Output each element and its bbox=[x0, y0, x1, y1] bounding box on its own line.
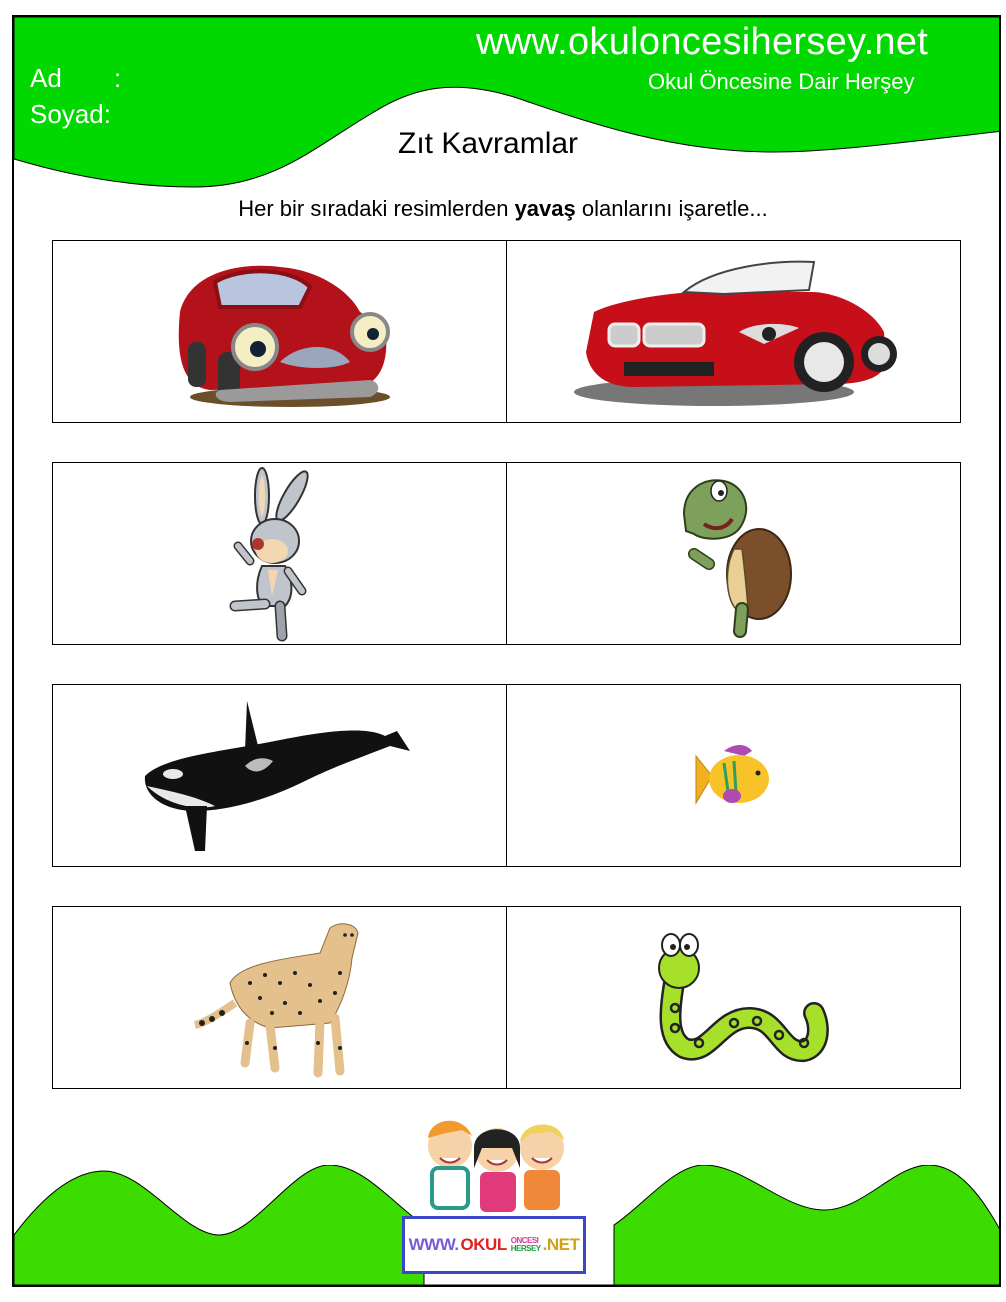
cheetah-icon bbox=[190, 913, 370, 1083]
picture-cell-fish[interactable] bbox=[506, 685, 960, 866]
picture-cell-orca[interactable] bbox=[53, 685, 506, 866]
children-illustration bbox=[402, 1108, 592, 1220]
worksheet-title: Zıt Kavramlar bbox=[398, 127, 579, 160]
name-label: Ad bbox=[30, 63, 62, 93]
sports-car-icon bbox=[564, 252, 904, 412]
instruction-after: olanlarını işaretle... bbox=[581, 196, 768, 221]
picture-row-1 bbox=[52, 240, 961, 423]
logo-text-hersey: HERSEY bbox=[510, 1244, 541, 1253]
logo-text-oncesi: ONCESI bbox=[510, 1236, 539, 1245]
logo-text-stack bbox=[511, 1237, 541, 1253]
logo-text-net: .NET bbox=[542, 1235, 580, 1254]
name-colon: : bbox=[114, 63, 122, 93]
rabbit-icon bbox=[210, 466, 350, 642]
logo-text-www: WWW. bbox=[408, 1235, 459, 1254]
surname-label: Soyad: bbox=[30, 99, 111, 129]
sad-old-car-icon bbox=[160, 252, 400, 412]
picture-row-3 bbox=[52, 684, 961, 867]
turtle-icon bbox=[664, 469, 804, 639]
site-logo bbox=[402, 1108, 592, 1268]
picture-cell-snake[interactable] bbox=[506, 907, 960, 1088]
instruction-text bbox=[0, 196, 1006, 222]
picture-cell-cheetah[interactable] bbox=[53, 907, 506, 1088]
picture-cell-rabbit[interactable] bbox=[53, 463, 506, 644]
picture-row-4 bbox=[52, 906, 961, 1089]
picture-cell-old-car[interactable] bbox=[53, 241, 506, 422]
picture-cell-turtle[interactable] bbox=[506, 463, 960, 644]
instruction-keyword: yavaş bbox=[514, 196, 576, 221]
logo-text-okul: OKUL bbox=[460, 1235, 507, 1254]
snake-icon bbox=[639, 923, 829, 1073]
logo-sign bbox=[402, 1216, 586, 1274]
fish-icon bbox=[694, 741, 774, 811]
site-url: www.okuloncesihersey.net bbox=[476, 21, 929, 63]
instruction-before: Her bir sıradaki resimlerden bbox=[238, 196, 509, 221]
picture-cell-sports-car[interactable] bbox=[506, 241, 960, 422]
picture-row-2 bbox=[52, 462, 961, 645]
site-tagline: Okul Öncesine Dair Herşey bbox=[648, 69, 915, 94]
orca-icon bbox=[135, 696, 425, 856]
